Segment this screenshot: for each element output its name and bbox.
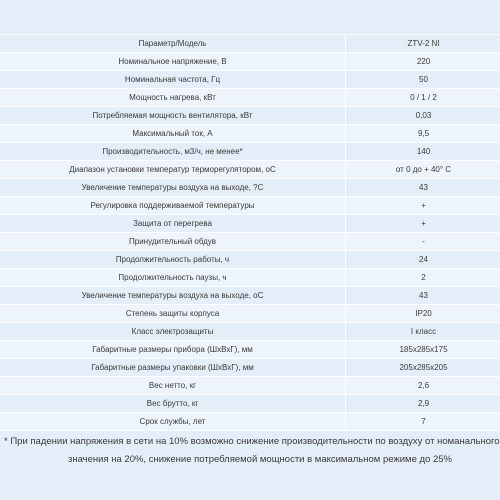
table-row (0, 341, 500, 359)
value-cell: 0 / 1 / 2 (346, 89, 500, 107)
table-row (0, 377, 500, 395)
parameter-cell: Продолжительность работы, ч (0, 251, 346, 269)
value-cell: 2,6 (346, 377, 500, 395)
value-cell: 9,5 (346, 125, 500, 143)
parameter-cell: Номинальное напряжение, В (0, 53, 346, 71)
value-cell: 7 (346, 413, 500, 431)
parameter-cell: Производительность, м3/ч, не менее* (0, 143, 346, 161)
value-cell: 0,03 (346, 107, 500, 125)
value-cell: 50 (346, 71, 500, 89)
parameter-cell: Габаритные размеры прибора (ШхВхГ), мм (0, 341, 346, 359)
parameter-cell: Максимальный ток, А (0, 125, 346, 143)
parameter-cell: Вес нетто, кг (0, 377, 346, 395)
parameter-cell: Увеличение температуры воздуха на выходе, оС (0, 287, 346, 305)
value-cell: 140 (346, 143, 500, 161)
parameter-cell: Вес брутто, кг (0, 395, 346, 413)
parameter-cell: Срок службы, лет (0, 413, 346, 431)
table-row (0, 53, 500, 71)
table-header-row (0, 35, 500, 53)
footnote-line-1: * При падении напряжения в сети на 10% возможно снижение производительности по воздуху от номанального (4, 436, 500, 447)
table-row (0, 161, 500, 179)
parameter-cell: Мощность нагрева, кВт (0, 89, 346, 107)
value-cell: - (346, 233, 500, 251)
table-row (0, 251, 500, 269)
table-row (0, 179, 500, 197)
table-row (0, 395, 500, 413)
table-row (0, 89, 500, 107)
table-row (0, 107, 500, 125)
parameter-cell: Защита от перегрева (0, 215, 346, 233)
value-cell: от 0 до + 40° С (346, 161, 500, 179)
table-row (0, 359, 500, 377)
table-row (0, 215, 500, 233)
parameter-cell: Регулировка поддерживаемой температуры (0, 197, 346, 215)
parameter-cell: Номинальная частота, Гц (0, 71, 346, 89)
value-cell: 2,9 (346, 395, 500, 413)
table-row (0, 197, 500, 215)
value-cell: I класс (346, 323, 500, 341)
parameter-cell: Степень защиты корпуса (0, 305, 346, 323)
table-row (0, 413, 500, 431)
value-cell: 185x285x175 (346, 341, 500, 359)
parameter-cell: Диапазон установки температур терморегулятором, оС (0, 161, 346, 179)
header-parameter-cell: Параметр/Модель (0, 35, 346, 53)
spec-table-body (0, 35, 500, 431)
parameter-cell: Увеличение температуры воздуха на выходе, ?С (0, 179, 346, 197)
value-cell: 43 (346, 179, 500, 197)
parameter-cell: Класс электрозащиты (0, 323, 346, 341)
footnote (0, 433, 500, 469)
parameter-cell: Продолжительность паузы, ч (0, 269, 346, 287)
spec-table (0, 34, 500, 431)
value-cell: 220 (346, 53, 500, 71)
parameter-cell: Принудительный обдув (0, 233, 346, 251)
value-cell: 2 (346, 269, 500, 287)
table-row (0, 269, 500, 287)
value-cell: 24 (346, 251, 500, 269)
value-cell: IP20 (346, 305, 500, 323)
table-row (0, 71, 500, 89)
table-row (0, 287, 500, 305)
value-cell: + (346, 197, 500, 215)
value-cell: + (346, 215, 500, 233)
table-row (0, 305, 500, 323)
table-row (0, 125, 500, 143)
header-model-cell: ZTV-2 NI (346, 35, 500, 53)
parameter-cell: Габаритные размеры упаковки (ШхВхГ), мм (0, 359, 346, 377)
table-row (0, 143, 500, 161)
table-row (0, 323, 500, 341)
parameter-cell: Потребляемая мощность вентилятора, кВт (0, 107, 346, 125)
table-row (0, 233, 500, 251)
footnote-line-2: значения на 20%, снижение потребляемой мощности в максимальном режиме до 25% (68, 454, 452, 465)
value-cell: 205x285x205 (346, 359, 500, 377)
value-cell: 43 (346, 287, 500, 305)
